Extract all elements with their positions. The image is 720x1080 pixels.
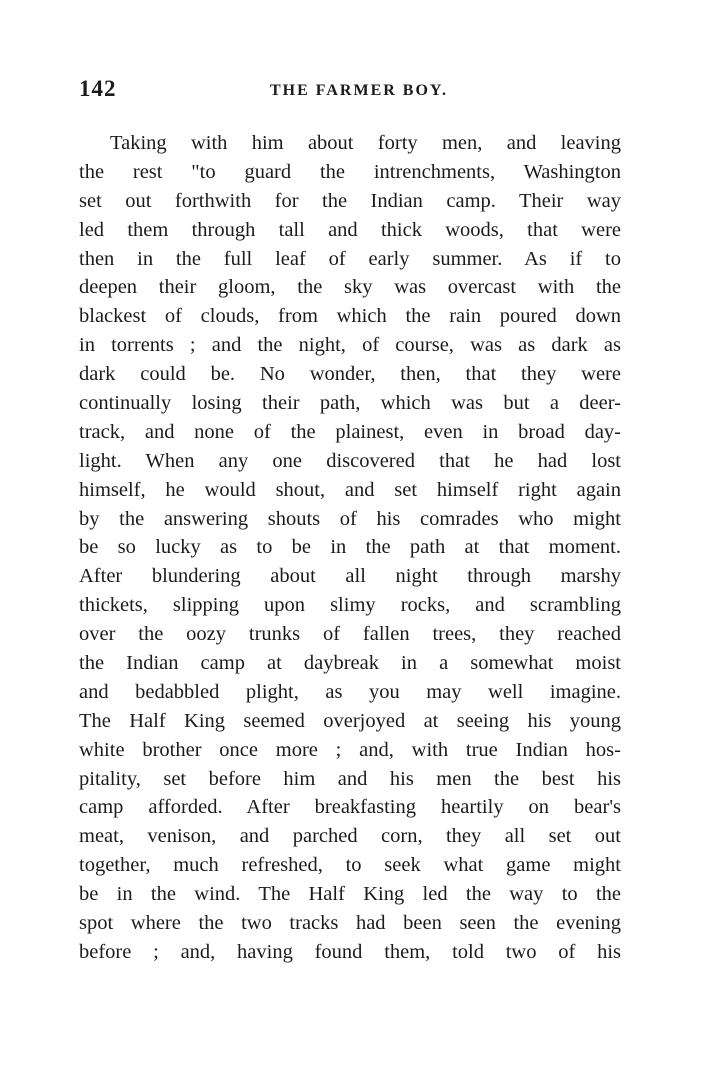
text-line: After blundering about all night through marshy bbox=[79, 565, 621, 588]
text-line: and bedabbled plight, as you may well imagine. bbox=[79, 680, 621, 703]
text-line: track, and none of the plainest, even in broad day- bbox=[79, 420, 621, 443]
text-line: white brother once more ; and, with true Indian hos- bbox=[79, 738, 621, 761]
running-title: THE FARMER BOY. bbox=[269, 82, 448, 99]
text-line: before ; and, having found them, told two of his bbox=[79, 940, 621, 963]
text-line: himself, he would shout, and set himself right again bbox=[79, 478, 621, 501]
text-line: Taking with him about forty men, and leaving bbox=[110, 132, 621, 154]
text-line: The Half King seemed overjoyed at seeing his young bbox=[79, 709, 621, 732]
text-line: the Indian camp at daybreak in a somewhat moist bbox=[79, 652, 621, 675]
text-line: thickets, slipping upon slimy rocks, and scrambling bbox=[79, 594, 621, 617]
body-text bbox=[79, 129, 621, 967]
text-line: by the answering shouts of his comrades who might bbox=[79, 507, 621, 530]
text-line: dark could be. No wonder, then, that they were bbox=[79, 363, 621, 386]
text-line: the rest "to guard the intrenchments, Washington bbox=[79, 160, 621, 183]
text-line: in torrents ; and the night, of course, was as dark as bbox=[79, 334, 621, 357]
text-line: camp afforded. After breakfasting heartily on bear's bbox=[79, 796, 621, 819]
text-line: continually losing their path, which was but a deer- bbox=[79, 392, 621, 415]
text-line: meat, venison, and parched corn, they all set out bbox=[79, 825, 621, 848]
text-line: over the oozy trunks of fallen trees, they reached bbox=[79, 623, 621, 646]
text-line: light. When any one discovered that he had lost bbox=[79, 449, 621, 472]
text-line: then in the full leaf of early summer. As if to bbox=[79, 247, 621, 270]
text-line: deepen their gloom, the sky was overcast with the bbox=[79, 276, 621, 299]
text-line: be so lucky as to be in the path at that moment. bbox=[79, 536, 621, 559]
text-line: be in the wind. The Half King led the way to the bbox=[79, 883, 621, 906]
text-line: set out forthwith for the Indian camp. Their way bbox=[79, 189, 621, 212]
text-line: together, much refreshed, to seek what game might bbox=[79, 854, 621, 877]
text-line: blackest of clouds, from which the rain poured down bbox=[79, 305, 621, 328]
page-number: 142 bbox=[79, 76, 117, 101]
text-line: led them through tall and thick woods, that were bbox=[79, 218, 621, 241]
text-line: spot where the two tracks had been seen the evening bbox=[79, 912, 621, 935]
text-line: pitality, set before him and his men the best his bbox=[79, 767, 621, 790]
page-header bbox=[79, 76, 621, 108]
